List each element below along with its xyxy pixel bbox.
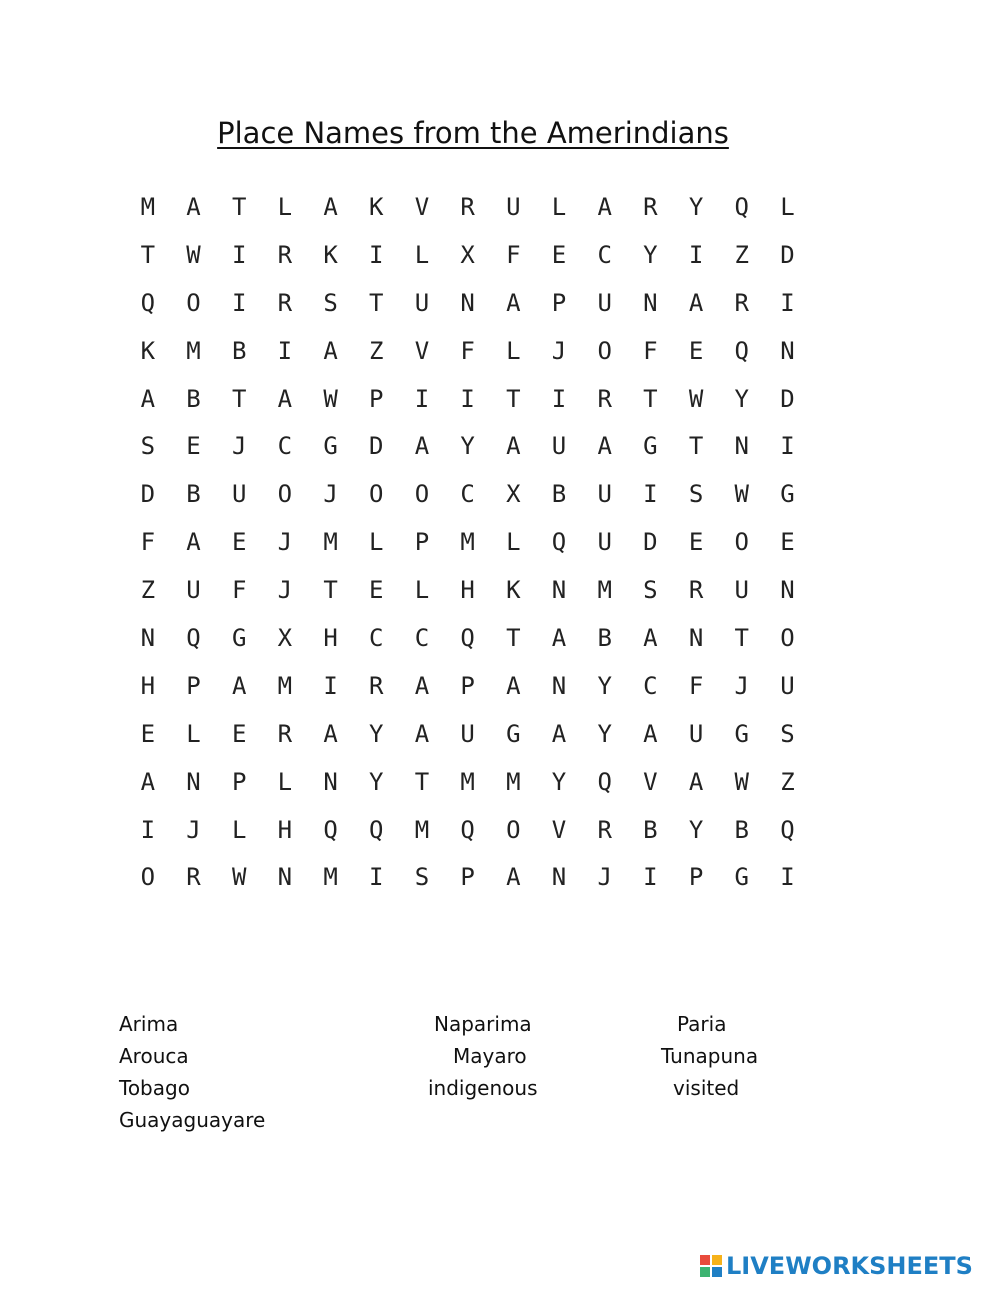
grid-cell[interactable]: B <box>186 384 201 413</box>
grid-cell[interactable]: Y <box>369 767 384 796</box>
grid-cell[interactable]: I <box>780 288 795 317</box>
grid-cell[interactable]: C <box>643 671 658 700</box>
grid-cell[interactable]: A <box>414 671 430 700</box>
grid-cell[interactable]: V <box>643 767 658 796</box>
grid-cell[interactable]: O <box>780 623 795 652</box>
logo-block <box>700 1255 710 1265</box>
grid-cell[interactable]: T <box>414 767 430 796</box>
grid-cell[interactable]: L <box>780 192 795 221</box>
grid-cell[interactable]: L <box>369 528 384 557</box>
grid-cell[interactable]: T <box>506 623 521 652</box>
grid-cell[interactable]: J <box>277 528 293 557</box>
grid-cell[interactable]: T <box>688 432 704 461</box>
grid-cell[interactable]: A <box>140 767 156 796</box>
brand-name: LIVEWORKSHEETS <box>726 1252 973 1280</box>
word-indigenous: indigenous <box>428 1076 538 1100</box>
grid-cell[interactable]: Y <box>643 240 658 269</box>
grid-cell[interactable]: K <box>323 240 338 269</box>
grid-cell[interactable]: F <box>688 671 704 700</box>
grid-cell[interactable]: O <box>734 528 749 557</box>
grid-cell[interactable]: M <box>460 767 475 796</box>
grid-cell[interactable]: L <box>414 576 430 605</box>
word-list <box>0 1008 1000 1148</box>
grid-cell[interactable]: I <box>551 384 567 413</box>
grid-cell[interactable]: N <box>551 863 567 892</box>
grid-cell[interactable]: G <box>506 719 521 748</box>
grid-cell[interactable]: R <box>460 192 475 221</box>
grid-cell[interactable]: Y <box>597 719 612 748</box>
grid-cell[interactable]: A <box>597 192 612 221</box>
grid-cell[interactable]: I <box>323 671 338 700</box>
grid-cell[interactable]: R <box>734 288 749 317</box>
grid-cell[interactable]: C <box>369 623 384 652</box>
grid-cell[interactable]: Z <box>734 240 749 269</box>
word-search-grid[interactable] <box>125 183 810 901</box>
grid-cell[interactable]: Y <box>688 815 704 844</box>
grid-cell[interactable]: A <box>688 288 704 317</box>
grid-cell[interactable]: J <box>277 576 293 605</box>
grid-cell[interactable]: I <box>414 384 430 413</box>
grid-cell[interactable]: Y <box>460 432 475 461</box>
grid-cell[interactable]: A <box>414 432 430 461</box>
grid-cell[interactable]: W <box>688 384 704 413</box>
grid-cell[interactable]: A <box>551 719 567 748</box>
grid-cell[interactable]: B <box>231 336 247 365</box>
grid-cell[interactable]: F <box>140 528 156 557</box>
grid-cell[interactable]: N <box>460 288 475 317</box>
grid-cell[interactable]: X <box>277 623 293 652</box>
logo-block <box>700 1267 710 1277</box>
grid-cell[interactable]: R <box>277 719 293 748</box>
grid-cell[interactable]: W <box>186 240 201 269</box>
grid-cell[interactable]: I <box>643 480 658 509</box>
word-visited: visited <box>673 1076 740 1100</box>
grid-cell[interactable]: S <box>643 576 658 605</box>
grid-cell[interactable]: I <box>643 863 658 892</box>
grid-cell[interactable]: C <box>460 480 475 509</box>
grid-cell[interactable]: L <box>277 192 293 221</box>
grid-cell[interactable]: J <box>597 863 612 892</box>
grid-cell[interactable]: U <box>597 480 612 509</box>
grid-cell[interactable]: W <box>231 863 247 892</box>
grid-cell[interactable]: Q <box>734 336 749 365</box>
grid-cell[interactable]: A <box>688 767 704 796</box>
grid-cell[interactable]: G <box>734 863 749 892</box>
grid-cell[interactable]: J <box>231 432 247 461</box>
grid-cell[interactable]: C <box>277 432 293 461</box>
grid-cell[interactable]: B <box>186 480 201 509</box>
grid-cell[interactable]: E <box>231 719 247 748</box>
grid-cell[interactable]: Q <box>140 288 156 317</box>
grid-cell[interactable]: E <box>231 528 247 557</box>
grid-cell[interactable]: P <box>414 528 430 557</box>
grid-cell[interactable]: W <box>734 480 749 509</box>
grid-cell[interactable]: M <box>323 863 338 892</box>
grid-cell[interactable]: A <box>231 671 247 700</box>
grid-cell[interactable]: E <box>369 576 384 605</box>
grid-cell[interactable]: T <box>231 384 247 413</box>
grid-cell[interactable]: D <box>643 528 658 557</box>
grid-cell[interactable]: A <box>186 528 201 557</box>
word-arouca: Arouca <box>119 1044 189 1068</box>
grid-cell[interactable]: M <box>186 336 201 365</box>
grid-cell[interactable]: V <box>414 336 430 365</box>
grid-cell[interactable]: M <box>277 671 293 700</box>
grid-cell[interactable]: A <box>277 384 293 413</box>
grid-cell[interactable]: N <box>551 671 567 700</box>
grid-cell[interactable]: I <box>369 863 384 892</box>
grid-cell[interactable]: F <box>460 336 475 365</box>
word-mayaro: Mayaro <box>453 1044 527 1068</box>
grid-cell[interactable]: R <box>369 671 384 700</box>
grid-cell[interactable]: D <box>780 384 795 413</box>
grid-cell[interactable]: M <box>506 767 521 796</box>
grid-cell[interactable]: L <box>231 815 247 844</box>
logo-icon <box>700 1255 722 1277</box>
grid-cell[interactable]: G <box>780 480 795 509</box>
grid-cell[interactable]: K <box>369 192 384 221</box>
grid-cell[interactable]: G <box>231 623 247 652</box>
grid-cell[interactable]: L <box>414 240 430 269</box>
grid-cell[interactable]: B <box>551 480 567 509</box>
grid-cell[interactable]: U <box>460 719 475 748</box>
grid-cell[interactable]: U <box>688 719 704 748</box>
word-arima: Arima <box>119 1012 179 1036</box>
grid-cell[interactable]: P <box>460 671 475 700</box>
grid-cell[interactable]: U <box>734 576 749 605</box>
grid-cell[interactable]: D <box>140 480 156 509</box>
grid-cell[interactable]: J <box>734 671 749 700</box>
grid-cell[interactable]: Y <box>734 384 749 413</box>
grid-cell[interactable]: S <box>140 432 156 461</box>
grid-cell[interactable]: E <box>688 336 704 365</box>
grid-cell[interactable]: Y <box>369 719 384 748</box>
grid-cell[interactable]: H <box>460 576 475 605</box>
grid-cell[interactable]: Y <box>597 671 612 700</box>
grid-cell[interactable]: N <box>140 623 156 652</box>
grid-cell[interactable]: U <box>597 288 612 317</box>
grid-cell[interactable]: I <box>231 240 247 269</box>
grid-cell[interactable]: U <box>780 671 795 700</box>
grid-cell[interactable]: Q <box>597 767 612 796</box>
grid-cell[interactable]: I <box>140 815 156 844</box>
grid-cell[interactable]: N <box>186 767 201 796</box>
grid-cell[interactable]: L <box>551 192 567 221</box>
grid-cell[interactable]: Z <box>369 336 384 365</box>
grid-cell[interactable]: Q <box>734 192 749 221</box>
grid-cell[interactable]: A <box>506 288 521 317</box>
grid-cell[interactable]: S <box>323 288 338 317</box>
grid-cell[interactable]: D <box>369 432 384 461</box>
grid-cell[interactable]: L <box>506 336 521 365</box>
grid-cell[interactable]: T <box>231 192 247 221</box>
grid-cell[interactable]: O <box>414 480 430 509</box>
grid-cell[interactable]: J <box>551 336 567 365</box>
grid-cell[interactable]: G <box>323 432 338 461</box>
grid-cell[interactable]: P <box>231 767 247 796</box>
grid-cell[interactable]: N <box>734 432 749 461</box>
grid-cell[interactable]: H <box>323 623 338 652</box>
word-paria: Paria <box>677 1012 727 1036</box>
grid-cell[interactable]: N <box>277 863 293 892</box>
grid-cell[interactable]: L <box>277 767 293 796</box>
grid-cell[interactable]: I <box>780 863 795 892</box>
grid-cell[interactable]: T <box>369 288 384 317</box>
grid-cell[interactable]: T <box>734 623 749 652</box>
grid-cell[interactable]: U <box>186 576 201 605</box>
grid-cell[interactable]: N <box>643 288 658 317</box>
grid-cell[interactable]: C <box>414 623 430 652</box>
grid-cell[interactable]: S <box>414 863 430 892</box>
grid-cell[interactable]: W <box>323 384 338 413</box>
grid-cell[interactable]: G <box>643 432 658 461</box>
grid-cell[interactable]: G <box>734 719 749 748</box>
grid-cell[interactable]: K <box>506 576 521 605</box>
grid-cell[interactable]: N <box>551 576 567 605</box>
grid-cell[interactable]: P <box>688 863 704 892</box>
grid-cell[interactable]: A <box>140 384 156 413</box>
grid-cell[interactable]: N <box>780 576 795 605</box>
grid-cell[interactable]: P <box>551 288 567 317</box>
grid-cell[interactable]: A <box>506 432 521 461</box>
liveworksheets-logo <box>700 1252 973 1280</box>
word-tobago: Tobago <box>119 1076 190 1100</box>
grid-cell[interactable]: B <box>734 815 749 844</box>
grid-cell[interactable]: Z <box>140 576 156 605</box>
grid-cell[interactable]: H <box>277 815 293 844</box>
grid-cell[interactable]: M <box>460 528 475 557</box>
grid-cell[interactable]: A <box>643 623 658 652</box>
grid-cell[interactable]: O <box>369 480 384 509</box>
grid-cell[interactable]: L <box>506 528 521 557</box>
grid-cell[interactable]: E <box>780 528 795 557</box>
grid-cell[interactable]: N <box>688 623 704 652</box>
grid-cell[interactable]: J <box>323 480 338 509</box>
grid-cell[interactable]: L <box>186 719 201 748</box>
grid-cell[interactable]: O <box>597 336 612 365</box>
grid-cell[interactable]: A <box>597 432 612 461</box>
grid-cell[interactable]: B <box>643 815 658 844</box>
grid-cell[interactable]: M <box>414 815 430 844</box>
grid-cell[interactable]: R <box>688 576 704 605</box>
grid-cell[interactable]: O <box>506 815 521 844</box>
grid-cell[interactable]: O <box>277 480 293 509</box>
grid-cell[interactable]: E <box>140 719 156 748</box>
grid-cell[interactable]: A <box>551 623 567 652</box>
grid-cell[interactable]: F <box>231 576 247 605</box>
grid-cell[interactable]: T <box>140 240 156 269</box>
grid-cell[interactable]: P <box>369 384 384 413</box>
grid-cell[interactable]: N <box>780 336 795 365</box>
grid-cell[interactable]: E <box>186 432 201 461</box>
grid-cell[interactable]: I <box>231 288 247 317</box>
grid-cell[interactable]: I <box>369 240 384 269</box>
grid-cell[interactable]: Q <box>369 815 384 844</box>
grid-cell[interactable]: E <box>551 240 567 269</box>
grid-cell[interactable]: R <box>597 384 612 413</box>
logo-block <box>712 1267 722 1277</box>
grid-cell[interactable]: Q <box>780 815 795 844</box>
grid-cell[interactable]: Q <box>551 528 567 557</box>
grid-cell[interactable]: A <box>643 719 658 748</box>
grid-cell[interactable]: N <box>323 767 338 796</box>
grid-cell[interactable]: R <box>597 815 612 844</box>
grid-cell[interactable]: S <box>780 719 795 748</box>
grid-cell[interactable]: S <box>688 480 704 509</box>
grid-cell[interactable]: I <box>460 384 475 413</box>
grid-cell[interactable]: M <box>323 528 338 557</box>
logo-block <box>712 1255 722 1265</box>
grid-cell[interactable]: A <box>414 719 430 748</box>
grid-cell[interactable]: B <box>597 623 612 652</box>
grid-cell[interactable]: U <box>506 192 521 221</box>
grid-cell[interactable]: U <box>597 528 612 557</box>
grid-cell[interactable]: X <box>506 480 521 509</box>
grid-cell[interactable]: H <box>140 671 156 700</box>
grid-cell[interactable]: R <box>277 240 293 269</box>
grid-cell[interactable]: Y <box>551 767 567 796</box>
word-naparima: Naparima <box>434 1012 532 1036</box>
grid-cell[interactable]: O <box>186 288 201 317</box>
grid-cell[interactable]: T <box>323 576 338 605</box>
grid-cell[interactable]: Q <box>460 815 475 844</box>
grid-cell[interactable]: I <box>688 240 704 269</box>
grid-cell[interactable]: E <box>688 528 704 557</box>
grid-cell[interactable]: X <box>460 240 475 269</box>
grid-cell[interactable]: P <box>186 671 201 700</box>
grid-cell[interactable]: U <box>231 480 247 509</box>
grid-cell[interactable]: A <box>323 192 338 221</box>
grid-cell[interactable]: Z <box>780 767 795 796</box>
grid-cell[interactable]: A <box>186 192 201 221</box>
grid-cell[interactable]: U <box>414 288 430 317</box>
worksheet-title: Place Names from the Amerindians <box>217 116 729 150</box>
grid-cell[interactable]: Q <box>460 623 475 652</box>
grid-cell[interactable]: A <box>506 671 521 700</box>
grid-cell[interactable]: Q <box>186 623 201 652</box>
grid-cell[interactable]: W <box>734 767 749 796</box>
grid-cell[interactable]: V <box>414 192 430 221</box>
grid-cell[interactable]: A <box>506 863 521 892</box>
grid-cell[interactable]: F <box>506 240 521 269</box>
grid-cell[interactable]: Y <box>688 192 704 221</box>
grid-cell[interactable]: V <box>551 815 567 844</box>
grid-cell[interactable]: T <box>643 384 658 413</box>
grid-cell[interactable]: D <box>780 240 795 269</box>
grid-cell[interactable]: O <box>140 863 156 892</box>
grid-cell[interactable]: U <box>551 432 567 461</box>
word-tunapuna: Tunapuna <box>661 1044 759 1068</box>
grid-cell[interactable]: M <box>597 576 612 605</box>
grid-cell[interactable]: I <box>277 336 293 365</box>
grid-cell[interactable]: K <box>140 336 156 365</box>
grid-cell[interactable]: Q <box>323 815 338 844</box>
grid-cell[interactable]: M <box>140 192 156 221</box>
grid-cell[interactable]: R <box>643 192 658 221</box>
grid-cell[interactable]: P <box>460 863 475 892</box>
grid-cell[interactable]: J <box>186 815 201 844</box>
grid-cell[interactable]: R <box>186 863 201 892</box>
grid-cell[interactable]: F <box>643 336 658 365</box>
grid-cell[interactable]: A <box>323 719 338 748</box>
word-guayaguayare: Guayaguayare <box>119 1108 266 1132</box>
grid-cell[interactable]: A <box>323 336 338 365</box>
grid-cell[interactable]: I <box>780 432 795 461</box>
grid-cell[interactable]: R <box>277 288 293 317</box>
grid-cell[interactable]: C <box>597 240 612 269</box>
grid-cell[interactable]: T <box>506 384 521 413</box>
